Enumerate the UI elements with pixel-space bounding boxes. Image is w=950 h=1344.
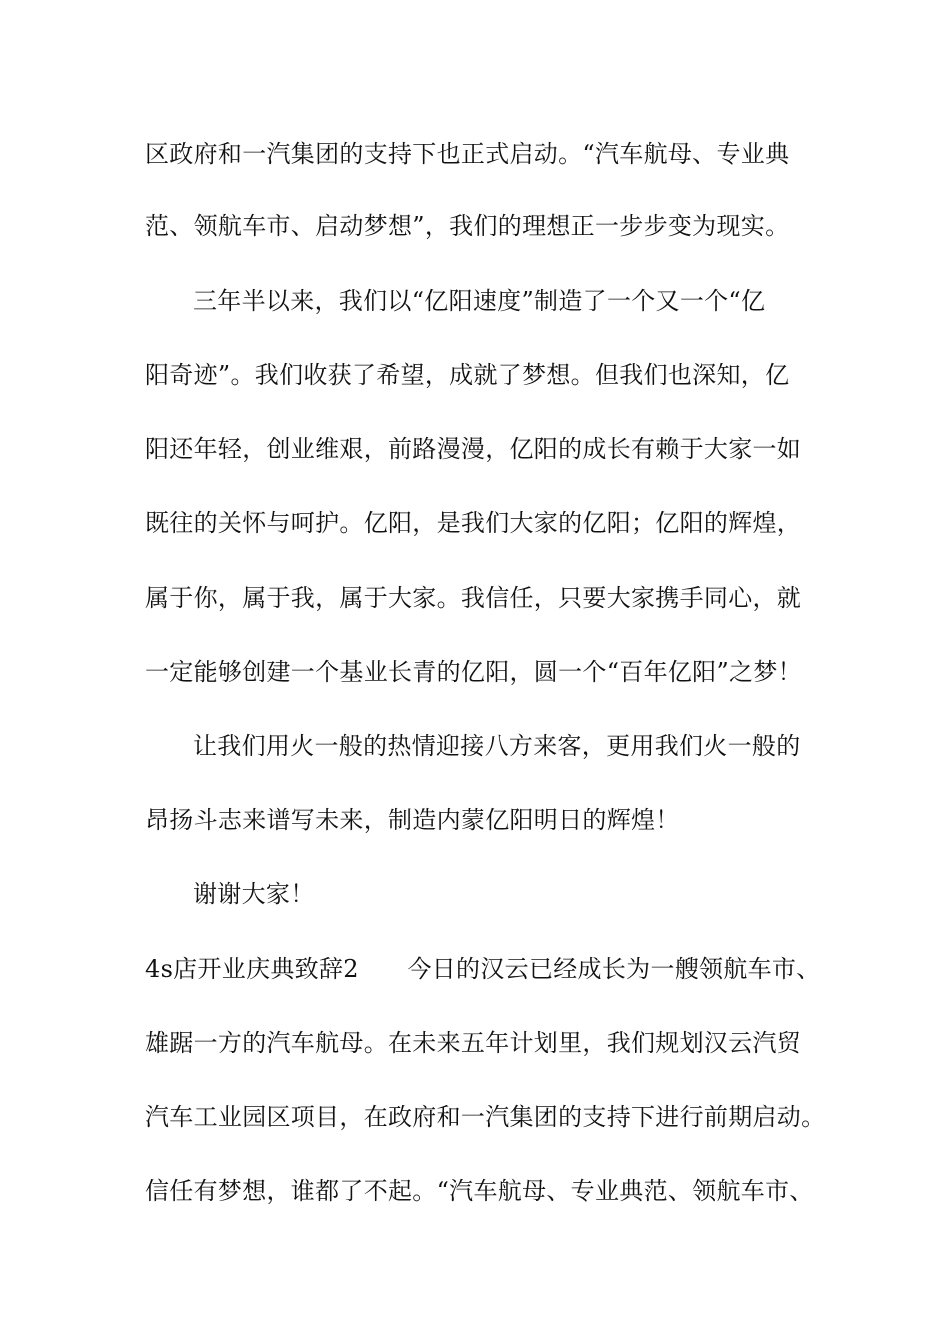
paragraph-line: 阳还年轻，创业维艰，前路漫漫，亿阳的成长有赖于大家一如 [145,435,802,463]
paragraph-line: 阳奇迹”。我们收获了希望，成就了梦想。但我们也深知，亿 [145,361,790,389]
paragraph-line: 雄踞一方的汽车航母。在未来五年计划里，我们规划汉云汽贸 [145,1029,802,1057]
paragraph-line: 信任有梦想，谁都了不起。“汽车航母、专业典范、领航车市、 [145,1177,814,1205]
section-title-line: 4s店开业庆典致辞2 今日的汉云已经成长为一艘领航车市、 [145,955,821,983]
paragraph-line: 昂扬斗志来谱写未来，制造内蒙亿阳明日的辉煌！ [145,806,680,834]
paragraph-line: 范、领航车市、启动梦想”，我们的理想正一步步变为现实。 [145,212,790,240]
paragraph-line: 既往的关怀与呵护。亿阳，是我们大家的亿阳；亿阳的辉煌， [145,509,802,537]
paragraph-line: 三年半以来，我们以“亿阳速度”制造了一个又一个“亿 [193,287,766,315]
paragraph-line: 一定能够创建一个基业长青的亿阳，圆一个“百年亿阳”之梦！ [145,658,802,686]
paragraph-line: 汽车工业园区项目，在政府和一汽集团的支持下进行前期启动。 [145,1103,826,1131]
paragraph-line: 属于你，属于我，属于大家。我信任，只要大家携手同心，就 [145,584,802,612]
paragraph-line: 让我们用火一般的热情迎接八方来客，更用我们火一般的 [193,732,801,760]
paragraph-line: 区政府和一汽集团的支持下也正式启动。“汽车航母、专业典 [145,140,790,168]
paragraph-line: 谢谢大家！ [193,880,315,908]
